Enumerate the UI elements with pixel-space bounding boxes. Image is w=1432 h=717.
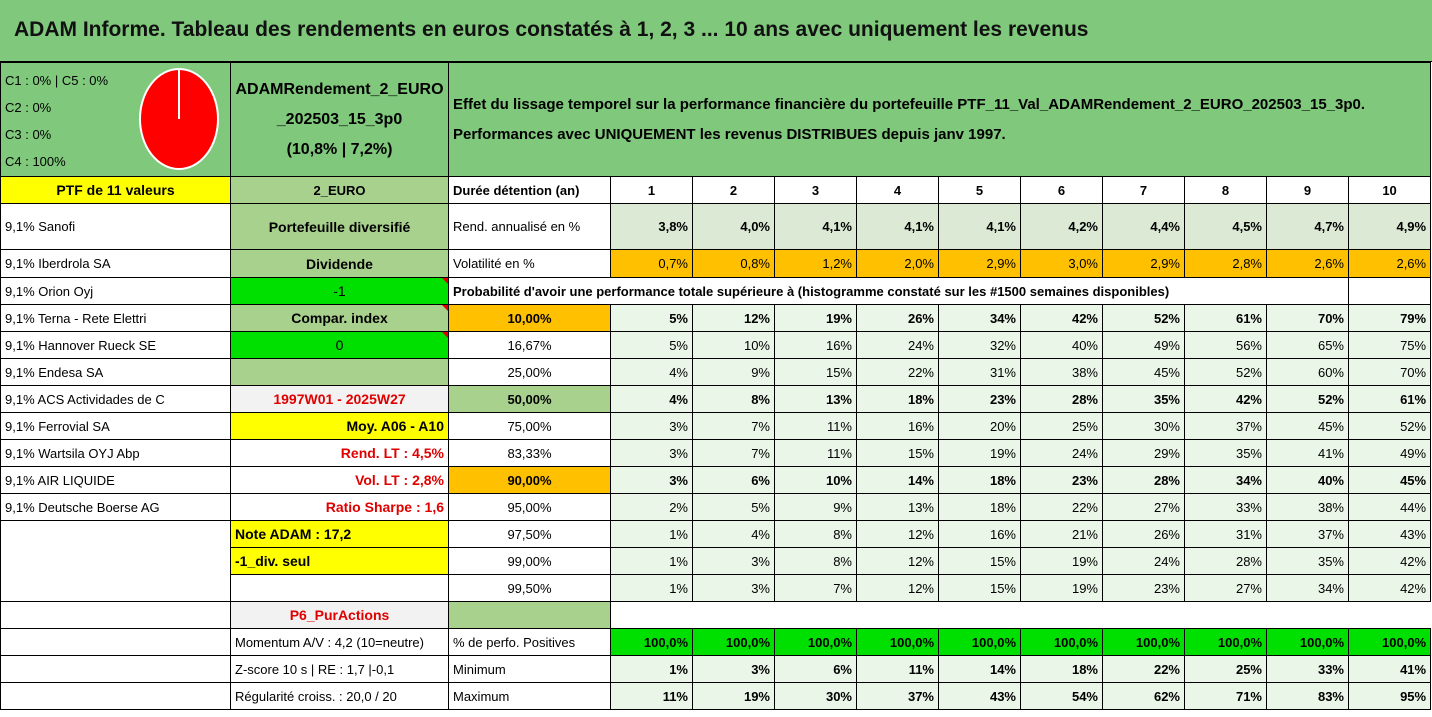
proba-value: 4% <box>611 386 693 413</box>
holding-name: 9,1% Wartsila OYJ Abp <box>1 440 231 467</box>
rend-value: 4,7% <box>1267 204 1349 250</box>
portfolio-name-line: (10,8% | 7,2%) <box>286 140 393 158</box>
proba-value: 35% <box>1267 548 1349 575</box>
proba-value: 9% <box>775 494 857 521</box>
table-row <box>1 305 1431 332</box>
minimum-value: 6% <box>775 656 857 683</box>
positives-value: 100,0% <box>611 629 693 656</box>
year-header: 7 <box>1103 177 1185 204</box>
proba-threshold: 83,33% <box>449 440 611 467</box>
empty-cell <box>1 629 231 656</box>
proba-value: 23% <box>939 386 1021 413</box>
rend-value: 4,4% <box>1103 204 1185 250</box>
proba-value: 52% <box>1349 413 1431 440</box>
table-row <box>1 359 1431 386</box>
momentum-cell: Momentum A/V : 4,2 (10=neutre) <box>231 629 449 656</box>
table-row <box>1 440 1431 467</box>
table-row <box>1 63 1431 177</box>
proba-value: 5% <box>611 332 693 359</box>
proba-value: 40% <box>1267 467 1349 494</box>
proba-value: 3% <box>693 548 775 575</box>
empty-cell <box>1349 278 1431 305</box>
rend-label: Rend. annualisé en % <box>449 204 611 250</box>
duree-label: Durée détention (an) <box>449 177 611 204</box>
proba-value: 7% <box>693 413 775 440</box>
proba-threshold: 75,00% <box>449 413 611 440</box>
proba-value: 19% <box>775 305 857 332</box>
proba-value: 1% <box>611 521 693 548</box>
proba-value: 38% <box>1267 494 1349 521</box>
proba-value: 41% <box>1267 440 1349 467</box>
holding-name: 9,1% Iberdrola SA <box>1 250 231 278</box>
proba-value: 7% <box>693 440 775 467</box>
table-row <box>1 332 1431 359</box>
legend-cell <box>1 63 231 177</box>
proba-value: 12% <box>857 548 939 575</box>
table-row <box>1 386 1431 413</box>
maximum-value: 37% <box>857 683 939 710</box>
year-header: 1 <box>611 177 693 204</box>
proba-value: 61% <box>1185 305 1267 332</box>
empty-cell <box>1 683 231 710</box>
maximum-label: Maximum <box>449 683 611 710</box>
proba-value: 11% <box>775 413 857 440</box>
proba-value: 16% <box>939 521 1021 548</box>
allocation-pie <box>139 67 221 173</box>
proba-value: 30% <box>1103 413 1185 440</box>
year-header: 5 <box>939 177 1021 204</box>
proba-value: 38% <box>1021 359 1103 386</box>
vol-value: 0,7% <box>611 250 693 278</box>
year-header: 9 <box>1267 177 1349 204</box>
empty-cell <box>1 575 231 602</box>
table-row <box>1 204 1431 250</box>
vol-label: Volatilité en % <box>449 250 611 278</box>
vol-value: 2,8% <box>1185 250 1267 278</box>
info-cell: Ratio Sharpe : 1,6 <box>231 494 449 521</box>
proba-value: 3% <box>611 440 693 467</box>
proba-value: 22% <box>857 359 939 386</box>
proba-value: 15% <box>939 575 1021 602</box>
proba-value: 15% <box>857 440 939 467</box>
holding-name: 9,1% Orion Oyj <box>1 278 231 305</box>
proba-value: 8% <box>775 548 857 575</box>
positives-value: 100,0% <box>1185 629 1267 656</box>
proba-value: 28% <box>1185 548 1267 575</box>
proba-value: 10% <box>775 467 857 494</box>
proba-value: 45% <box>1349 467 1431 494</box>
rend-value: 4,0% <box>693 204 775 250</box>
proba-value: 12% <box>857 575 939 602</box>
proba-value: 20% <box>939 413 1021 440</box>
proba-threshold: 25,00% <box>449 359 611 386</box>
year-header: 6 <box>1021 177 1103 204</box>
year-header: 10 <box>1349 177 1431 204</box>
proba-value: 6% <box>693 467 775 494</box>
minimum-value: 25% <box>1185 656 1267 683</box>
proba-value: 11% <box>775 440 857 467</box>
proba-value: 44% <box>1349 494 1431 521</box>
empty-cell <box>231 575 449 602</box>
proba-value: 35% <box>1185 440 1267 467</box>
proba-value: 34% <box>1185 467 1267 494</box>
proba-value: 56% <box>1185 332 1267 359</box>
table-row <box>1 575 1431 602</box>
positives-value: 100,0% <box>1103 629 1185 656</box>
description-line: Effet du lissage temporel sur la performance financière du portefeuille PTF_11_Val_ADAMRendement_2_EURO_202503_15_3p0. <box>453 95 1366 113</box>
proba-value: 32% <box>939 332 1021 359</box>
proba-value: 14% <box>857 467 939 494</box>
proba-value: 33% <box>1185 494 1267 521</box>
year-header: 4 <box>857 177 939 204</box>
table-row <box>1 250 1431 278</box>
minimum-value: 3% <box>693 656 775 683</box>
maximum-value: 54% <box>1021 683 1103 710</box>
proba-value: 42% <box>1185 386 1267 413</box>
description-line: Performances avec UNIQUEMENT les revenus DISTRIBUES depuis janv 1997. <box>453 125 1006 143</box>
info-cell: Rend. LT : 4,5% <box>231 440 449 467</box>
proba-value: 8% <box>693 386 775 413</box>
proba-value: 9% <box>693 359 775 386</box>
positives-value: 100,0% <box>939 629 1021 656</box>
empty-cell <box>1 548 231 575</box>
proba-value: 25% <box>1021 413 1103 440</box>
proba-value: 27% <box>1185 575 1267 602</box>
vol-value: 2,6% <box>1349 250 1431 278</box>
info-cell: Dividende <box>231 250 449 278</box>
vol-value: 2,0% <box>857 250 939 278</box>
note-cell: Note ADAM : 17,2 <box>231 521 449 548</box>
proba-value: 29% <box>1103 440 1185 467</box>
proba-value: 52% <box>1267 386 1349 413</box>
holding-name: 9,1% AIR LIQUIDE <box>1 467 231 494</box>
p6-cell: P6_PurActions <box>231 602 449 629</box>
proba-value: 15% <box>939 548 1021 575</box>
proba-value: 22% <box>1021 494 1103 521</box>
info-cell: Vol. LT : 2,8% <box>231 467 449 494</box>
table-row <box>1 602 1431 629</box>
proba-value: 40% <box>1021 332 1103 359</box>
maximum-value: 30% <box>775 683 857 710</box>
proba-value: 16% <box>857 413 939 440</box>
minimum-value: 33% <box>1267 656 1349 683</box>
proba-value: 42% <box>1349 575 1431 602</box>
table-row <box>1 629 1431 656</box>
table-row <box>1 278 1431 305</box>
legend-line: C2 : 0% <box>5 100 52 115</box>
regularite-cell: Régularité croiss. : 20,0 / 20 <box>231 683 449 710</box>
rend-value: 4,5% <box>1185 204 1267 250</box>
proba-threshold: 16,67% <box>449 332 611 359</box>
proba-value: 12% <box>857 521 939 548</box>
rend-value: 3,8% <box>611 204 693 250</box>
holding-name: 9,1% Endesa SA <box>1 359 231 386</box>
table-row <box>1 494 1431 521</box>
minimum-value: 1% <box>611 656 693 683</box>
portfolio-name-line: _202503_15_3p0 <box>276 110 403 128</box>
portfolio-name-cell <box>231 63 449 177</box>
proba-value: 37% <box>1267 521 1349 548</box>
proba-value: 3% <box>611 467 693 494</box>
proba-value: 70% <box>1267 305 1349 332</box>
proba-value: 43% <box>1349 521 1431 548</box>
rend-value: 4,9% <box>1349 204 1431 250</box>
maximum-value: 43% <box>939 683 1021 710</box>
info-cell: Compar. index <box>231 305 449 332</box>
portfolio-name-line: ADAMRendement_2_EURO <box>235 80 444 98</box>
proba-value: 15% <box>775 359 857 386</box>
proba-value: 42% <box>1021 305 1103 332</box>
minimum-value: 22% <box>1103 656 1185 683</box>
proba-value: 26% <box>1103 521 1185 548</box>
proba-value: 24% <box>1103 548 1185 575</box>
positives-value: 100,0% <box>1021 629 1103 656</box>
proba-value: 60% <box>1267 359 1349 386</box>
ptf-label: PTF de 11 valeurs <box>1 177 231 204</box>
vol-value: 1,2% <box>775 250 857 278</box>
legend-line: C3 : 0% <box>5 127 52 142</box>
proba-threshold: 90,00% <box>449 467 611 494</box>
div-seul-cell: -1_div. seul <box>231 548 449 575</box>
info-cell: 1997W01 - 2025W27 <box>231 386 449 413</box>
table-row <box>1 548 1431 575</box>
vol-value: 3,0% <box>1021 250 1103 278</box>
proba-value: 3% <box>693 575 775 602</box>
proba-value: 65% <box>1267 332 1349 359</box>
holding-name: 9,1% Deutsche Boerse AG <box>1 494 231 521</box>
positives-value: 100,0% <box>1349 629 1431 656</box>
proba-value: 21% <box>1021 521 1103 548</box>
positives-value: 100,0% <box>775 629 857 656</box>
table-row <box>1 683 1431 710</box>
proba-value: 24% <box>1021 440 1103 467</box>
minimum-value: 14% <box>939 656 1021 683</box>
proba-threshold: 97,50% <box>449 521 611 548</box>
vol-value: 0,8% <box>693 250 775 278</box>
empty-green-cell <box>449 602 611 629</box>
report-title: ADAM Informe. Tableau des rendements en euros constatés à 1, 2, 3 ... 10 ans avec uniquement les revenus <box>0 0 1432 62</box>
maximum-value: 71% <box>1185 683 1267 710</box>
positives-label: % de perfo. Positives <box>449 629 611 656</box>
table-row <box>1 413 1431 440</box>
proba-value: 13% <box>857 494 939 521</box>
proba-value: 8% <box>775 521 857 548</box>
legend-line: C4 : 100% <box>5 154 66 169</box>
proba-value: 19% <box>1021 575 1103 602</box>
proba-value: 31% <box>939 359 1021 386</box>
vol-value: 2,6% <box>1267 250 1349 278</box>
minimum-value: 18% <box>1021 656 1103 683</box>
minimum-value: 11% <box>857 656 939 683</box>
proba-value: 5% <box>693 494 775 521</box>
legend-line: C1 : 0% | C5 : 0% <box>5 73 109 88</box>
rend-value: 4,1% <box>939 204 1021 250</box>
proba-threshold: 99,50% <box>449 575 611 602</box>
proba-value: 79% <box>1349 305 1431 332</box>
table-row <box>1 177 1431 204</box>
info-cell: 0 <box>231 332 449 359</box>
empty-cell <box>1 656 231 683</box>
proba-value: 31% <box>1185 521 1267 548</box>
empty-cell <box>611 602 1431 629</box>
description-cell <box>449 63 1431 177</box>
proba-value: 19% <box>1021 548 1103 575</box>
proba-value: 19% <box>939 440 1021 467</box>
minimum-value: 41% <box>1349 656 1431 683</box>
proba-value: 61% <box>1349 386 1431 413</box>
positives-value: 100,0% <box>1267 629 1349 656</box>
proba-value: 26% <box>857 305 939 332</box>
empty-cell <box>1 521 231 548</box>
proba-value: 13% <box>775 386 857 413</box>
rend-value: 4,2% <box>1021 204 1103 250</box>
table-row <box>1 521 1431 548</box>
proba-value: 18% <box>857 386 939 413</box>
maximum-value: 95% <box>1349 683 1431 710</box>
proba-value: 23% <box>1103 575 1185 602</box>
proba-value: 35% <box>1103 386 1185 413</box>
proba-value: 42% <box>1349 548 1431 575</box>
proba-value: 1% <box>611 575 693 602</box>
holding-name: 9,1% Sanofi <box>1 204 231 250</box>
proba-value: 34% <box>939 305 1021 332</box>
proba-value: 49% <box>1349 440 1431 467</box>
proba-value: 2% <box>611 494 693 521</box>
info-cell <box>231 359 449 386</box>
proba-value: 18% <box>939 494 1021 521</box>
positives-value: 100,0% <box>857 629 939 656</box>
minimum-label: Minimum <box>449 656 611 683</box>
holding-name: 9,1% Ferrovial SA <box>1 413 231 440</box>
rend-value: 4,1% <box>857 204 939 250</box>
info-cell: Portefeuille diversifié <box>231 204 449 250</box>
table-row <box>1 467 1431 494</box>
proba-threshold: 50,00% <box>449 386 611 413</box>
proba-value: 45% <box>1267 413 1349 440</box>
proba-threshold: 10,00% <box>449 305 611 332</box>
proba-value: 10% <box>693 332 775 359</box>
proba-value: 24% <box>857 332 939 359</box>
maximum-value: 11% <box>611 683 693 710</box>
proba-value: 3% <box>611 413 693 440</box>
proba-value: 34% <box>1267 575 1349 602</box>
zscore-cell: Z-score 10 s | RE : 1,7 |-0,1 <box>231 656 449 683</box>
proba-value: 23% <box>1021 467 1103 494</box>
proba-threshold: 99,00% <box>449 548 611 575</box>
positives-value: 100,0% <box>693 629 775 656</box>
vol-value: 2,9% <box>939 250 1021 278</box>
rend-value: 4,1% <box>775 204 857 250</box>
proba-value: 27% <box>1103 494 1185 521</box>
proba-value: 49% <box>1103 332 1185 359</box>
proba-value: 12% <box>693 305 775 332</box>
holding-name: 9,1% Hannover Rueck SE <box>1 332 231 359</box>
info-cell: Moy. A06 - A10 <box>231 413 449 440</box>
maximum-value: 83% <box>1267 683 1349 710</box>
holding-name: 9,1% Terna - Rete Elettri <box>1 305 231 332</box>
proba-value: 28% <box>1103 467 1185 494</box>
proba-value: 52% <box>1103 305 1185 332</box>
empty-cell <box>1 602 231 629</box>
currency-label: 2_EURO <box>231 177 449 204</box>
proba-value: 4% <box>611 359 693 386</box>
proba-value: 28% <box>1021 386 1103 413</box>
proba-threshold: 95,00% <box>449 494 611 521</box>
proba-value: 4% <box>693 521 775 548</box>
proba-value: 70% <box>1349 359 1431 386</box>
proba-value: 1% <box>611 548 693 575</box>
proba-value: 7% <box>775 575 857 602</box>
proba-value: 75% <box>1349 332 1431 359</box>
returns-table <box>0 62 1431 710</box>
year-header: 3 <box>775 177 857 204</box>
holding-name: 9,1% ACS Actividades de C <box>1 386 231 413</box>
maximum-value: 19% <box>693 683 775 710</box>
proba-value: 16% <box>775 332 857 359</box>
year-header: 8 <box>1185 177 1267 204</box>
maximum-value: 62% <box>1103 683 1185 710</box>
vol-value: 2,9% <box>1103 250 1185 278</box>
table-row <box>1 656 1431 683</box>
info-cell: -1 <box>231 278 449 305</box>
proba-value: 5% <box>611 305 693 332</box>
proba-value: 52% <box>1185 359 1267 386</box>
proba-value: 37% <box>1185 413 1267 440</box>
proba-header: Probabilité d'avoir une performance totale supérieure à (histogramme constaté sur les #1500 semaines disponibles) <box>449 278 1349 305</box>
proba-value: 45% <box>1103 359 1185 386</box>
year-header: 2 <box>693 177 775 204</box>
proba-value: 18% <box>939 467 1021 494</box>
